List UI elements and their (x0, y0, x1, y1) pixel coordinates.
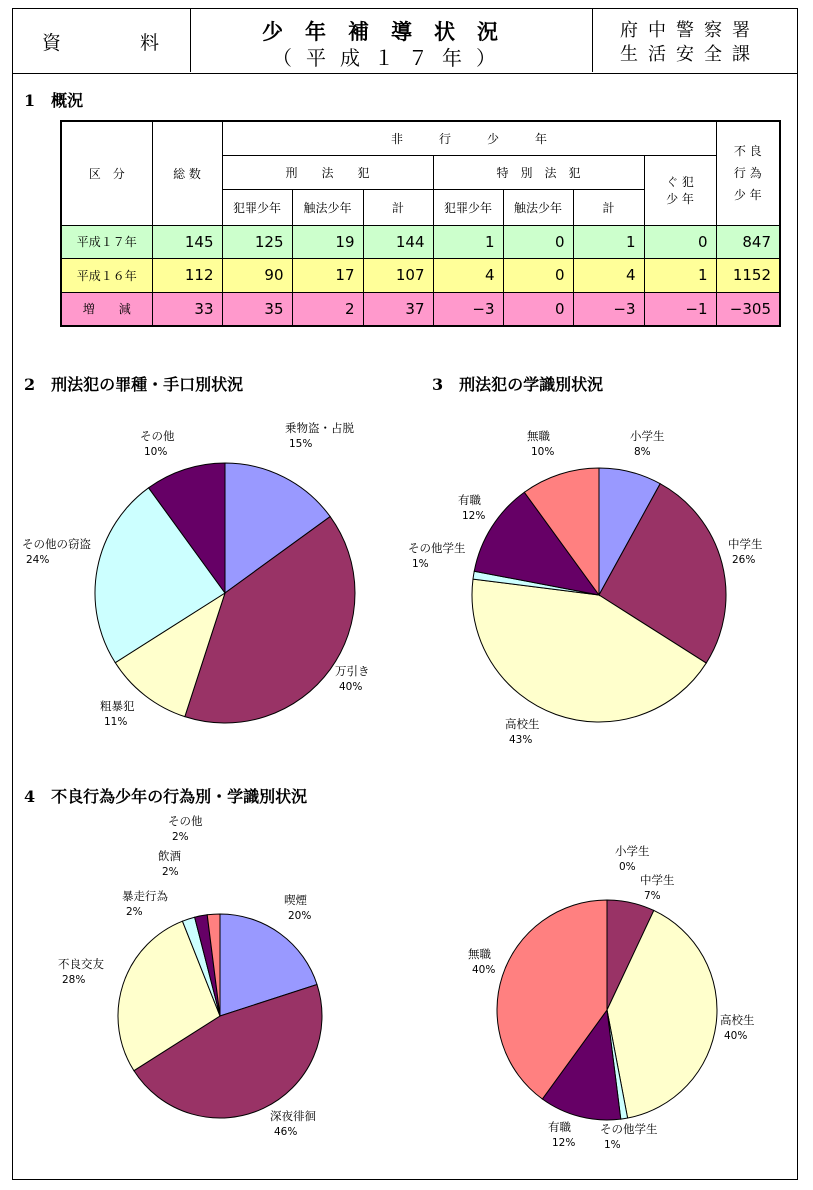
header-furyo: 不 良 行 為 少 年 (716, 121, 780, 225)
slice-percent: 46% (274, 1126, 298, 1138)
cell: 0 (644, 225, 716, 258)
slice-label: その他の窃盗 (22, 537, 91, 551)
cell: −3 (433, 292, 503, 326)
cell: −3 (573, 292, 644, 326)
slice-label: 高校生 (505, 717, 540, 731)
slice-percent: 1% (604, 1139, 621, 1151)
slice-percent: 12% (552, 1137, 576, 1149)
row-label: 平成１７年 (61, 225, 152, 258)
header-left-b: 料 (140, 32, 162, 54)
slice-percent: 28% (62, 974, 86, 986)
slice-percent: 2% (162, 866, 179, 878)
cell: 145 (152, 225, 222, 258)
header-shokuho-1: 触法少年 (292, 189, 363, 225)
slice-label: 飲酒 (158, 849, 181, 863)
slice-percent: 1% (412, 558, 429, 570)
slice-label: 乗物盗・占脱 (285, 421, 354, 435)
cell: 4 (573, 258, 644, 292)
slice-percent: 2% (172, 831, 189, 843)
cell: 17 (292, 258, 363, 292)
cell: 107 (363, 258, 433, 292)
page-subtitle: （平成１７年） (272, 46, 510, 70)
cell: 4 (433, 258, 503, 292)
org-name: 府中警察署 (620, 20, 760, 41)
slice-label: 不良交友 (58, 957, 104, 971)
cell: 0 (503, 225, 573, 258)
slice-percent: 40% (724, 1030, 748, 1042)
slice-percent: 12% (462, 510, 486, 522)
cell: −1 (644, 292, 716, 326)
cell: 1152 (716, 258, 780, 292)
slice-label: 喫煙 (284, 893, 307, 907)
pie-chart-behavior-education (468, 844, 755, 1151)
cell: 35 (222, 292, 292, 326)
cell: 847 (716, 225, 780, 258)
slice-label: 中学生 (640, 873, 675, 887)
slice-percent: 40% (472, 964, 496, 976)
cell: 1 (573, 225, 644, 258)
row-label: 増 減 (61, 292, 152, 326)
section3-heading: 3 刑法犯の学識別状況 (432, 375, 604, 394)
cell: 0 (503, 258, 573, 292)
cell: 125 (222, 225, 292, 258)
cell: 90 (222, 258, 292, 292)
cell: 37 (363, 292, 433, 326)
slice-percent: 0% (619, 861, 636, 873)
header-kubun: 区 分 (61, 121, 152, 225)
cell: 0 (503, 292, 573, 326)
slice-percent: 20% (288, 910, 312, 922)
slice-label: その他 (140, 429, 175, 443)
header-keiho: 刑 法 犯 (222, 155, 433, 189)
row-label: 平成１６年 (61, 258, 152, 292)
pie-chart-behavior (58, 814, 322, 1138)
slice-label: その他学生 (408, 541, 466, 555)
slice-label: 小学生 (615, 844, 650, 858)
slice-label: 深夜徘徊 (270, 1109, 316, 1123)
slice-label: 小学生 (630, 429, 665, 443)
header-shokuho-2: 触法少年 (503, 189, 573, 225)
slice-percent: 26% (732, 554, 756, 566)
header-total: 総 数 (152, 121, 222, 225)
slice-label: 中学生 (728, 537, 763, 551)
slice-label: その他学生 (600, 1122, 658, 1136)
cell: −305 (716, 292, 780, 326)
slice-label: その他 (168, 814, 203, 828)
header-guhan: ぐ 犯 少 年 (644, 155, 716, 225)
slice-label: 無職 (527, 429, 550, 443)
slice-percent: 8% (634, 446, 651, 458)
slice-percent: 10% (144, 446, 168, 458)
slice-percent: 2% (126, 906, 143, 918)
header-tokubetsu: 特 別 法 犯 (433, 155, 644, 189)
slice-label: 無職 (468, 947, 491, 961)
header-hanzai-2: 犯罪少年 (433, 189, 503, 225)
header-kei-2: 計 (573, 189, 644, 225)
slice-label: 高校生 (720, 1013, 755, 1027)
slice-percent: 10% (531, 446, 555, 458)
pie-chart-crime-type (22, 421, 370, 728)
cell: 19 (292, 225, 363, 258)
slice-label: 粗暴犯 (100, 699, 135, 713)
slice-percent: 24% (26, 554, 50, 566)
section2-heading: 2 刑法犯の罪種・手口別状況 (24, 375, 244, 394)
cell: 1 (644, 258, 716, 292)
section1-heading: 1 概況 (24, 91, 84, 110)
section4-heading: 4 不良行為少年の行為別・学識別状況 (24, 787, 308, 806)
cell: 112 (152, 258, 222, 292)
slice-percent: 7% (644, 890, 661, 902)
page-title: 少年補導状況 (262, 19, 520, 44)
slice-percent: 40% (339, 681, 363, 693)
cell: 2 (292, 292, 363, 326)
header-hiko: 非 行 少 年 (222, 121, 716, 155)
header-left-a: 資 (42, 32, 64, 54)
slice-label: 有職 (458, 493, 481, 507)
slice-percent: 43% (509, 734, 533, 746)
slice-label: 万引き (335, 664, 370, 678)
slice-label: 暴走行為 (122, 889, 168, 903)
cell: 33 (152, 292, 222, 326)
header-hanzai-1: 犯罪少年 (222, 189, 292, 225)
slice-percent: 11% (104, 716, 128, 728)
pie-chart-crime-education (408, 429, 763, 746)
cell: 144 (363, 225, 433, 258)
header-kei-1: 計 (363, 189, 433, 225)
org-division: 生活安全課 (620, 44, 760, 65)
slice-percent: 15% (289, 438, 313, 450)
slice-label: 有職 (548, 1120, 571, 1134)
cell: 1 (433, 225, 503, 258)
